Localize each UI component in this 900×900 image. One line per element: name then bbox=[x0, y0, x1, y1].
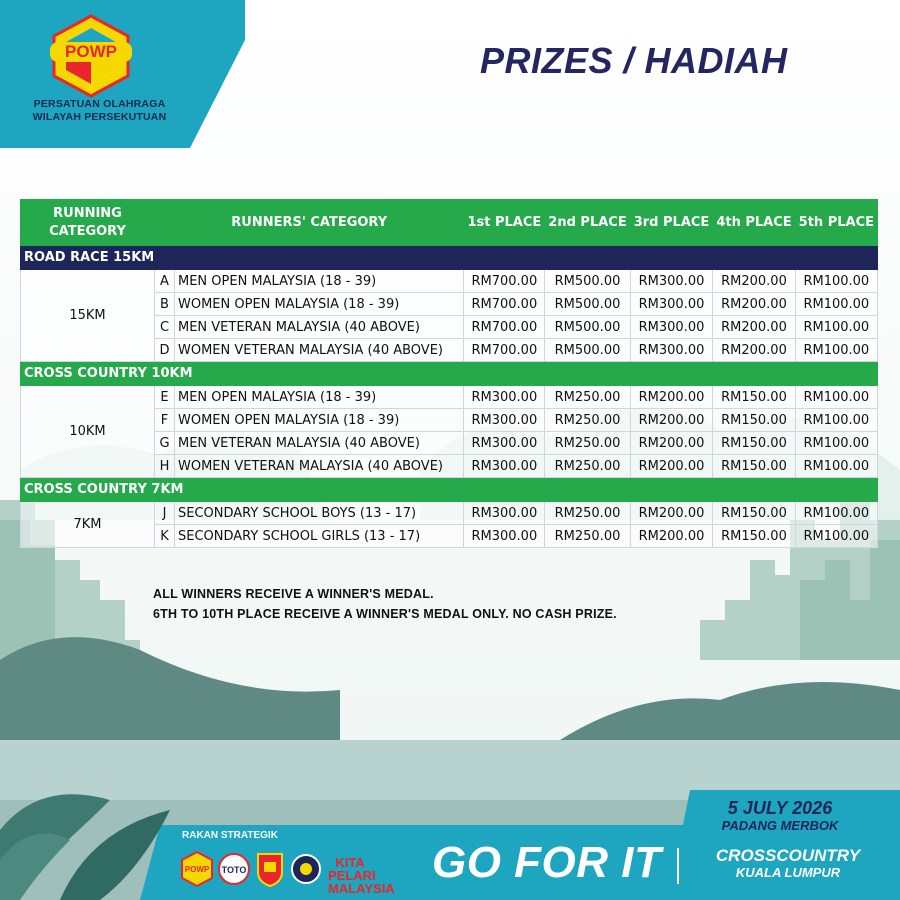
prize-cell-place-2: RM500.00 bbox=[545, 293, 630, 316]
prize-cell-place-2: RM500.00 bbox=[545, 270, 630, 293]
prize-cell-place-1: RM700.00 bbox=[464, 270, 545, 293]
header-place-3: 3rd PLACE bbox=[630, 200, 713, 246]
prize-cell-place-4: RM200.00 bbox=[713, 270, 795, 293]
footer-divider bbox=[677, 848, 679, 884]
category-name-cell: WOMEN OPEN MALAYSIA (18 - 39) bbox=[175, 409, 464, 432]
header-place-2: 2nd PLACE bbox=[545, 200, 630, 246]
prize-cell-place-1: RM300.00 bbox=[464, 455, 545, 478]
section-title: CROSS COUNTRY 7KM bbox=[21, 478, 878, 502]
category-code-cell: C bbox=[155, 316, 175, 339]
org-name bbox=[12, 98, 187, 124]
distance-cell: 15KM bbox=[21, 270, 155, 362]
event-name bbox=[688, 846, 888, 880]
category-name-cell: SECONDARY SCHOOL BOYS (13 - 17) bbox=[175, 502, 464, 525]
prize-table bbox=[20, 199, 878, 548]
prize-cell-place-1: RM300.00 bbox=[464, 525, 545, 548]
section-header-row bbox=[21, 478, 878, 502]
prize-cell-place-3: RM200.00 bbox=[630, 409, 713, 432]
event-date: 5 JULY 2026 bbox=[727, 798, 833, 818]
distance-cell: 7KM bbox=[21, 502, 155, 548]
table-row bbox=[21, 270, 878, 293]
category-name-cell: MEN VETERAN MALAYSIA (40 ABOVE) bbox=[175, 432, 464, 455]
prize-cell-place-2: RM250.00 bbox=[545, 386, 630, 409]
section-title: ROAD RACE 15KM bbox=[21, 246, 878, 270]
category-code-cell: G bbox=[155, 432, 175, 455]
header-running-category: RUNNING CATEGORY bbox=[21, 200, 155, 246]
prize-cell-place-4: RM200.00 bbox=[713, 316, 795, 339]
sponsor-powp-logo bbox=[180, 850, 214, 888]
prize-cell-place-2: RM250.00 bbox=[545, 409, 630, 432]
logo-wordmark: POWP bbox=[50, 42, 132, 62]
prize-cell-place-4: RM150.00 bbox=[713, 432, 795, 455]
prize-cell-place-4: RM150.00 bbox=[713, 455, 795, 478]
svg-text:POWP: POWP bbox=[184, 865, 210, 874]
category-code-cell: E bbox=[155, 386, 175, 409]
prize-cell-place-1: RM700.00 bbox=[464, 316, 545, 339]
prize-notes bbox=[153, 584, 617, 624]
prize-cell-place-5: RM100.00 bbox=[795, 455, 877, 478]
section-header-row bbox=[21, 246, 878, 270]
prize-cell-place-3: RM200.00 bbox=[630, 502, 713, 525]
category-code-cell: A bbox=[155, 270, 175, 293]
event-date-venue bbox=[700, 798, 860, 834]
table-body bbox=[21, 246, 878, 548]
event-name-line1: CROSSCOUNTRY bbox=[715, 846, 861, 865]
prize-cell-place-1: RM700.00 bbox=[464, 339, 545, 362]
prize-cell-place-3: RM200.00 bbox=[630, 525, 713, 548]
prize-cell-place-3: RM300.00 bbox=[630, 339, 713, 362]
section-title: CROSS COUNTRY 10KM bbox=[21, 362, 878, 386]
prize-cell-place-4: RM150.00 bbox=[713, 409, 795, 432]
prize-cell-place-4: RM150.00 bbox=[713, 386, 795, 409]
svg-text:TOTO: TOTO bbox=[221, 865, 247, 875]
category-code-cell: K bbox=[155, 525, 175, 548]
prize-cell-place-1: RM300.00 bbox=[464, 386, 545, 409]
prize-cell-place-2: RM250.00 bbox=[545, 455, 630, 478]
category-name-cell: MEN VETERAN MALAYSIA (40 ABOVE) bbox=[175, 316, 464, 339]
category-name-cell: MEN OPEN MALAYSIA (18 - 39) bbox=[175, 270, 464, 293]
prize-cell-place-5: RM100.00 bbox=[795, 386, 877, 409]
category-name-cell: WOMEN OPEN MALAYSIA (18 - 39) bbox=[175, 293, 464, 316]
distance-cell: 10KM bbox=[21, 386, 155, 478]
table-row bbox=[21, 502, 878, 525]
prize-cell-place-4: RM150.00 bbox=[713, 502, 795, 525]
prize-cell-place-2: RM500.00 bbox=[545, 316, 630, 339]
category-name-cell: WOMEN VETERAN MALAYSIA (40 ABOVE) bbox=[175, 455, 464, 478]
header-runners-category: RUNNERS' CATEGORY bbox=[155, 200, 464, 246]
page-title: PRIZES / HADIAH bbox=[480, 40, 788, 81]
prize-cell-place-3: RM200.00 bbox=[630, 455, 713, 478]
section-header-row bbox=[21, 362, 878, 386]
prize-cell-place-1: RM300.00 bbox=[464, 432, 545, 455]
header-logo-panel bbox=[0, 0, 245, 148]
prize-cell-place-4: RM150.00 bbox=[713, 525, 795, 548]
prize-cell-place-2: RM250.00 bbox=[545, 525, 630, 548]
prize-cell-place-5: RM100.00 bbox=[795, 316, 877, 339]
prize-cell-place-3: RM300.00 bbox=[630, 270, 713, 293]
category-name-cell: WOMEN VETERAN MALAYSIA (40 ABOVE) bbox=[175, 339, 464, 362]
prize-cell-place-3: RM300.00 bbox=[630, 293, 713, 316]
category-code-cell: H bbox=[155, 455, 175, 478]
note-no-cash: 6TH TO 10TH PLACE RECEIVE A WINNER'S MEDAL ONLY. NO CASH PRIZE. bbox=[153, 607, 617, 621]
prize-cell-place-5: RM100.00 bbox=[795, 502, 877, 525]
sponsor-toto-logo bbox=[217, 850, 251, 888]
prize-cell-place-4: RM200.00 bbox=[713, 339, 795, 362]
prize-cell-place-1: RM700.00 bbox=[464, 293, 545, 316]
prize-cell-place-4: RM200.00 bbox=[713, 293, 795, 316]
org-name-line2: WILAYAH PERSEKUTUAN bbox=[32, 111, 167, 123]
note-medal: ALL WINNERS RECEIVE A WINNER'S MEDAL. bbox=[153, 587, 434, 601]
header-place-5: 5th PLACE bbox=[795, 200, 877, 246]
prize-cell-place-2: RM250.00 bbox=[545, 502, 630, 525]
prize-cell-place-5: RM100.00 bbox=[795, 409, 877, 432]
prize-cell-place-3: RM200.00 bbox=[630, 386, 713, 409]
sponsor-pdrm-crest-icon bbox=[290, 850, 322, 888]
header-place-4: 4th PLACE bbox=[713, 200, 795, 246]
table-row bbox=[21, 386, 878, 409]
sponsor-dbkl-crest-icon bbox=[254, 850, 286, 888]
org-name-line1: PERSATUAN OLAHRAGA bbox=[33, 98, 166, 110]
sponsor-label: RAKAN STRATEGIK bbox=[182, 830, 278, 841]
header-place-1: 1st PLACE bbox=[464, 200, 545, 246]
prize-cell-place-1: RM300.00 bbox=[464, 409, 545, 432]
prize-cell-place-5: RM100.00 bbox=[795, 270, 877, 293]
prize-cell-place-5: RM100.00 bbox=[795, 525, 877, 548]
category-code-cell: F bbox=[155, 409, 175, 432]
prize-cell-place-3: RM200.00 bbox=[630, 432, 713, 455]
prize-cell-place-3: RM300.00 bbox=[630, 316, 713, 339]
prize-cell-place-2: RM250.00 bbox=[545, 432, 630, 455]
event-venue: PADANG MERBOK bbox=[721, 818, 839, 833]
prize-cell-place-1: RM300.00 bbox=[464, 502, 545, 525]
event-name-line2: KUALA LUMPUR bbox=[735, 865, 841, 880]
category-code-cell: B bbox=[155, 293, 175, 316]
prize-cell-place-5: RM100.00 bbox=[795, 293, 877, 316]
prize-cell-place-5: RM100.00 bbox=[795, 339, 877, 362]
category-name-cell: MEN OPEN MALAYSIA (18 - 39) bbox=[175, 386, 464, 409]
slogan: GO FOR IT bbox=[432, 838, 662, 887]
prize-cell-place-2: RM500.00 bbox=[545, 339, 630, 362]
prize-cell-place-5: RM100.00 bbox=[795, 432, 877, 455]
category-name-cell: SECONDARY SCHOOL GIRLS (13 - 17) bbox=[175, 525, 464, 548]
sponsor-kita-pelari-logo: KITA PELARI MALAYSIA bbox=[328, 855, 395, 896]
category-code-cell: J bbox=[155, 502, 175, 525]
category-code-cell: D bbox=[155, 339, 175, 362]
table-header-row bbox=[21, 200, 878, 246]
